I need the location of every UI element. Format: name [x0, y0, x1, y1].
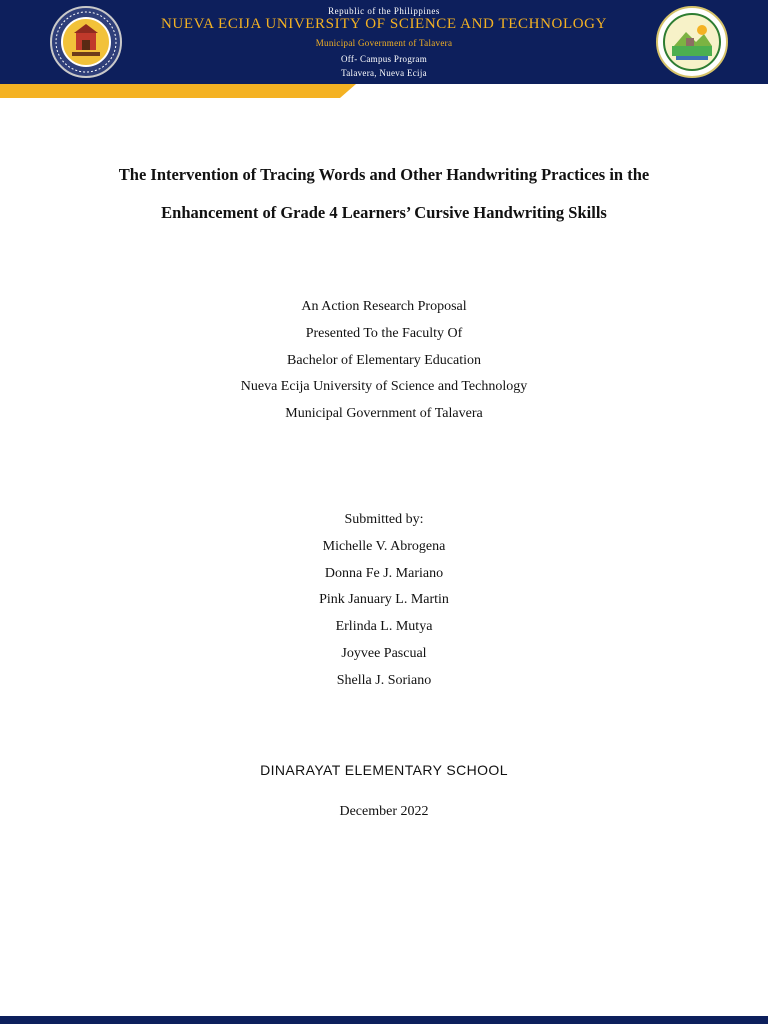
proposal-description: [0, 294, 768, 428]
purpose-line: Municipal Government of Talavera: [285, 406, 483, 422]
author-name: Michelle V. Abrogena: [322, 538, 446, 554]
submission-date: December 2022: [339, 804, 429, 819]
submitted-by-section: [0, 507, 768, 695]
author-name: Pink January L. Martin: [319, 592, 449, 608]
title-line-1: The Intervention of Tracing Words and Other Handwriting Practices in the: [118, 165, 650, 184]
municipal-line: Municipal Government of Talavera: [315, 38, 453, 48]
author-name: Joyvee Pascual: [341, 645, 427, 661]
title-line-2: Enhancement of Grade 4 Learners’ Cursive Handwriting Skills: [161, 203, 607, 222]
footer-bar: [0, 1016, 768, 1024]
author-name: Shella J. Soriano: [336, 672, 432, 688]
purpose-line: Nueva Ecija University of Science and Technology: [240, 379, 528, 395]
program-line: Off- Campus Program: [340, 54, 428, 64]
gold-accent-stripe: [0, 84, 768, 98]
school-name: DINARAYAT ELEMENTARY SCHOOL: [260, 762, 508, 778]
municipal-seal-icon: [656, 6, 728, 78]
university-name: NUEVA ECIJA UNIVERSITY OF SCIENCE AND TECHNOLOGY: [160, 16, 608, 32]
purpose-line: Presented To the Faculty Of: [305, 325, 463, 341]
submitted-label: Submitted by:: [344, 512, 424, 527]
author-name: Donna Fe J. Mariano: [324, 565, 444, 581]
republic-line: Republic of the Philippines: [328, 6, 440, 16]
purpose-line: Bachelor of Elementary Education: [287, 352, 481, 368]
header-banner: [0, 0, 768, 84]
document-title: [40, 156, 728, 232]
author-name: Erlinda L. Mutya: [335, 619, 433, 635]
purpose-line: An Action Research Proposal: [301, 299, 467, 314]
location-line: Talavera, Nueva Ecija: [341, 68, 427, 78]
